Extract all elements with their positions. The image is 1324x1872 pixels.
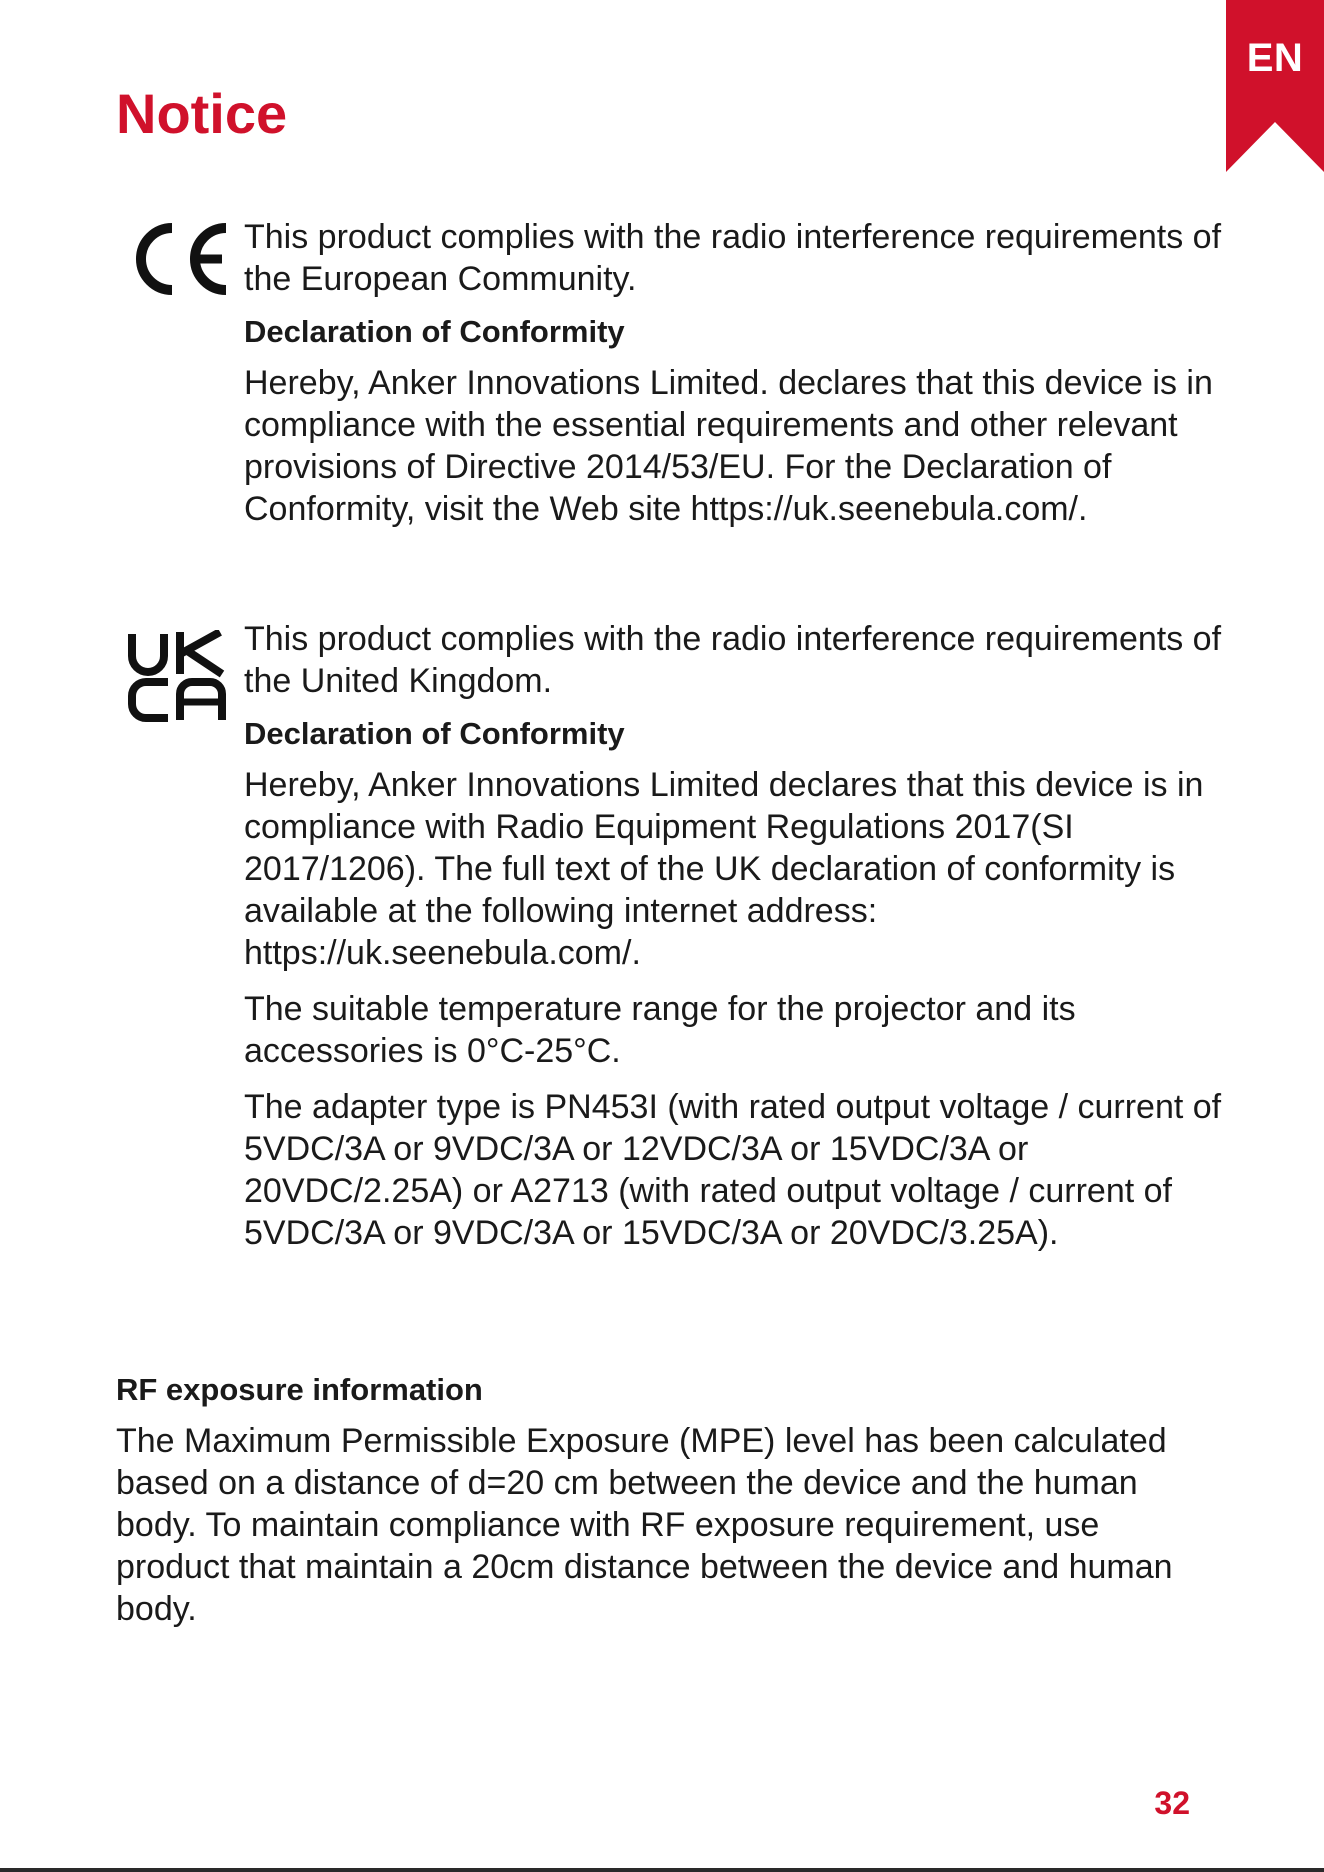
ukca-section <box>244 618 1224 1254</box>
rf-exposure-heading: RF exposure information <box>116 1372 483 1407</box>
ukca-lead-text: This product complies with the radio interference requirements of the United Kingdom. <box>244 620 1222 700</box>
ukca-declaration-body: Hereby, Anker Innovations Limited declares that this device is in compliance with Radio Equipment Regulations 2017(SI 2017/1206). The full text of the UK declaration of conformity is available at the following internet address: https://uk.seenebula.com/. <box>244 766 1204 972</box>
language-tab <box>1226 0 1324 172</box>
adapter-type-text: The adapter type is PN453I (with rated output voltage / current of 5VDC/3A or 9VDC/3A or 12VDC/3A or 15VDC/3A or 20VDC/2.25A) or A2713 (with rated output voltage / current of 5VDC/3A or 9VDC/3A or 15VDC/3A or 20VDC/3.25A). <box>244 1088 1222 1252</box>
ce-mark-icon <box>128 222 232 296</box>
language-label: EN <box>1246 36 1304 80</box>
ce-declaration-body: Hereby, Anker Innovations Limited. declares that this device is in compliance with the essential requirements and other relevant provisions of Directive 2014/53/EU. For the Declaration of Conformity, visit the Web site https://uk.seenebula.com/. <box>244 364 1213 528</box>
temperature-range-text: The suitable temperature range for the projector and its accessories is 0°C-25°C. <box>244 990 1076 1070</box>
rf-exposure-body: The Maximum Permissible Exposure (MPE) level has been calculated based on a distance of d=20 cm between the device and the human body. To maintain compliance with RF exposure requirement, use product that maintain a 20cm distance between the device and human body. <box>116 1422 1173 1628</box>
footer-divider <box>0 1868 1324 1872</box>
ce-lead-text: This product complies with the radio interference requirements of the European Community. <box>244 218 1222 298</box>
ukca-mark-icon <box>128 630 226 722</box>
page-number: 32 <box>1154 1785 1190 1821</box>
page-title: Notice <box>116 82 288 145</box>
rf-exposure-section <box>116 1370 1216 1630</box>
ce-section <box>244 216 1224 530</box>
ce-declaration-heading: Declaration of Conformity <box>244 314 625 349</box>
language-tab-shape <box>1226 0 1324 172</box>
ukca-declaration-heading: Declaration of Conformity <box>244 716 625 751</box>
